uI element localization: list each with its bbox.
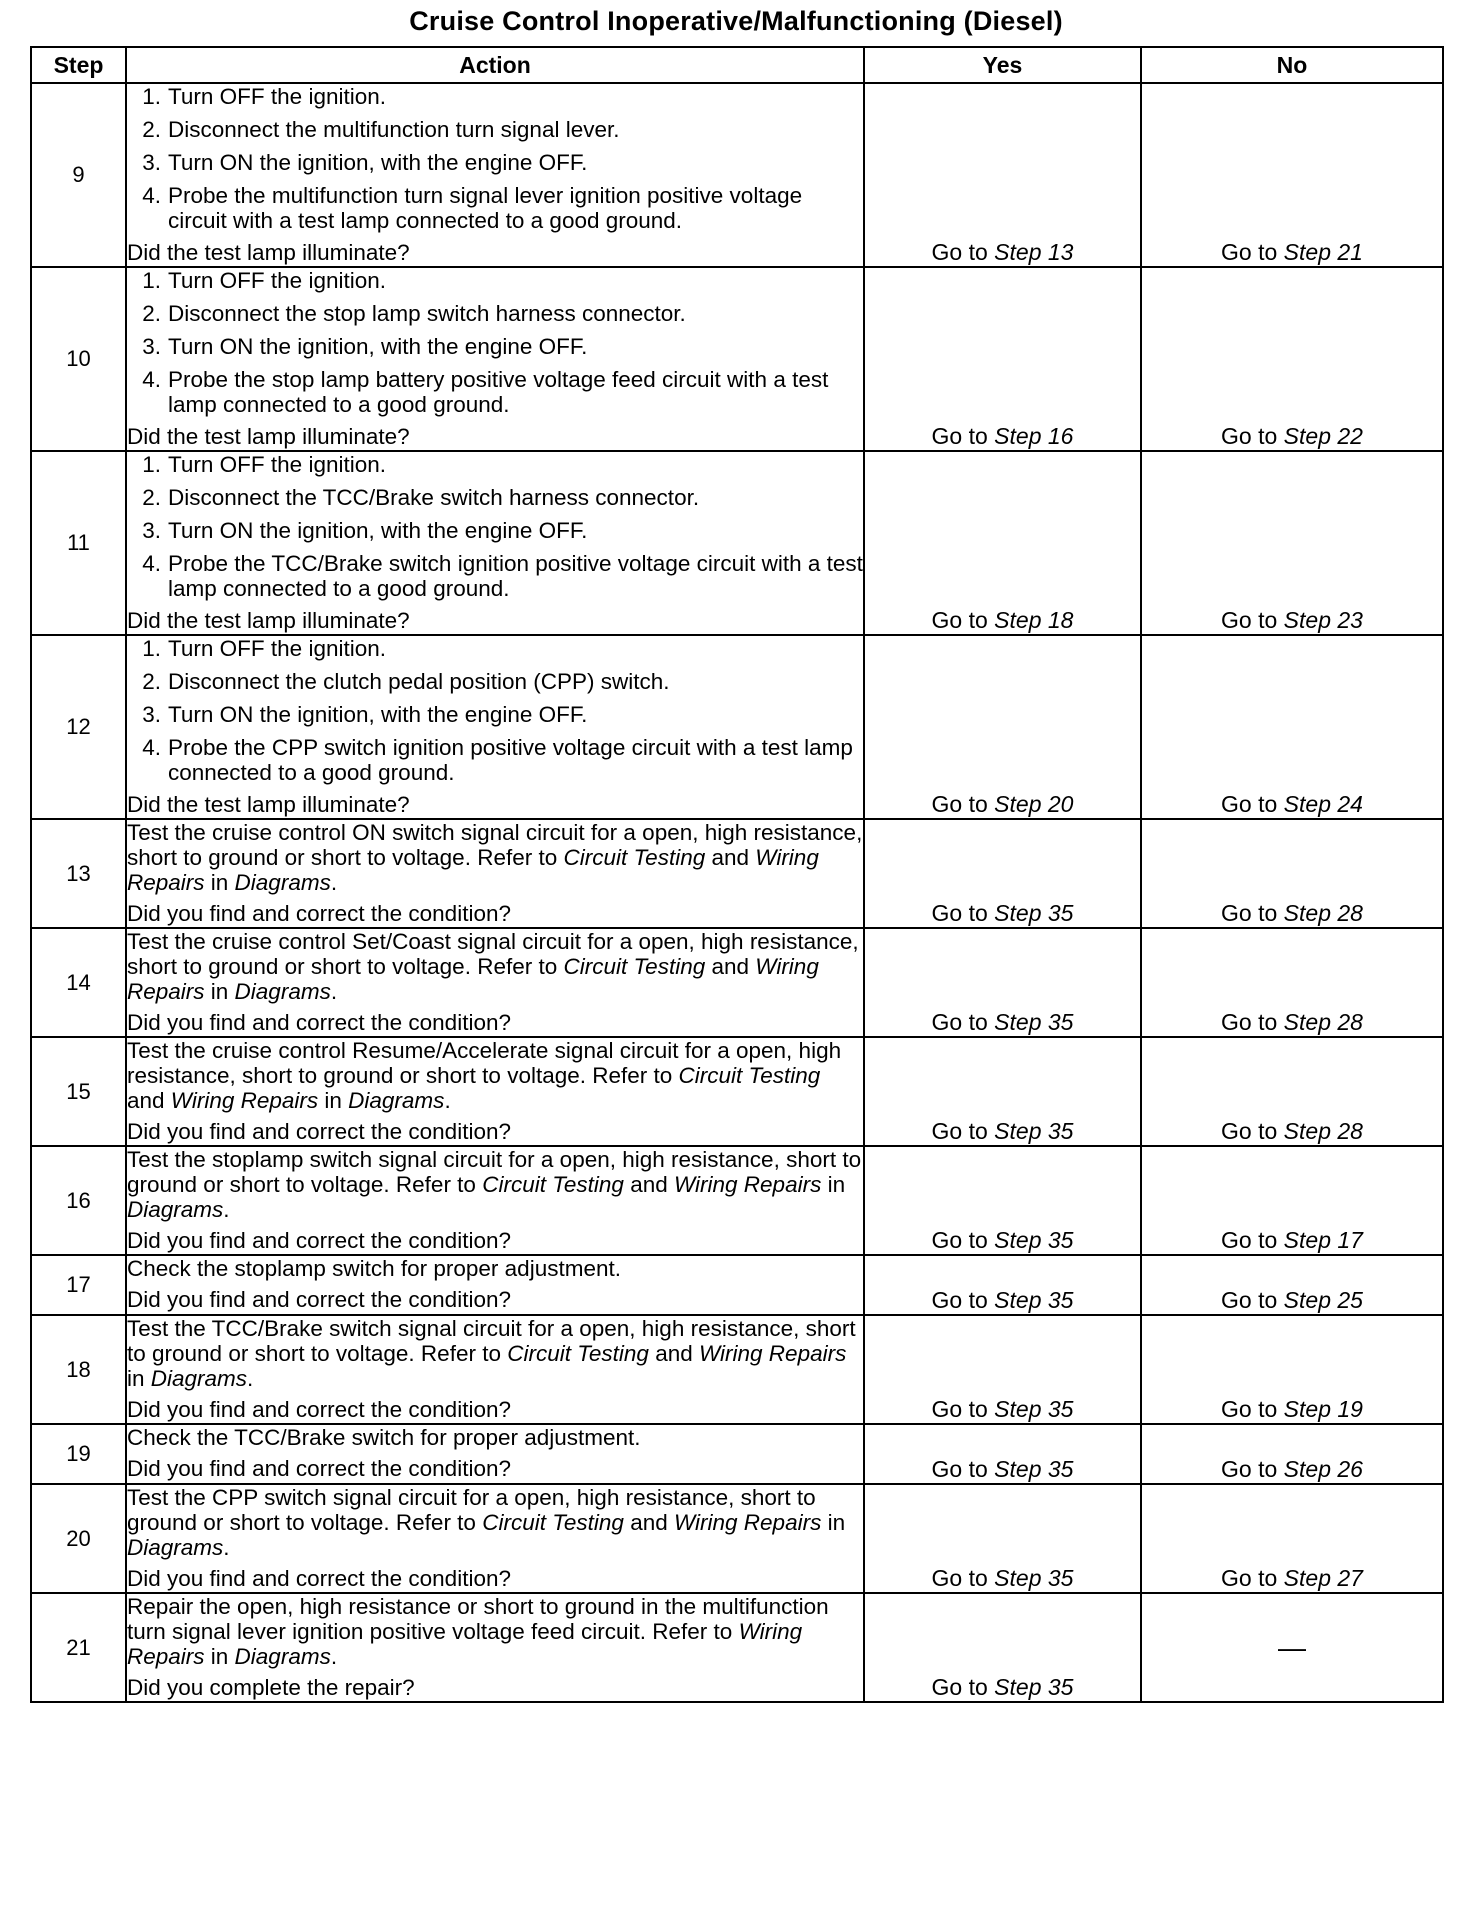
instruction-text: Test the cruise control ON switch signal circuit for a open, high resistance, short to ground or short to voltage. Refer to [127,820,863,870]
goto-prefix: Go to [1221,607,1284,633]
action-instruction [127,1316,863,1391]
instruction-text: in [821,1510,846,1535]
action-question: Did you find and correct the condition? [127,1287,511,1312]
list-item-text: Turn OFF the ignition. [168,268,387,293]
header-row [31,47,1443,83]
list-item-number: 1. [142,636,161,661]
no-goto-step [1284,900,1363,926]
action-cell [126,928,864,1037]
instruction-text: . [247,1366,254,1391]
no-cell [1141,1255,1443,1315]
step-word: Step [1283,1565,1331,1591]
goto-prefix: Go to [1221,239,1284,265]
no-cell [1141,1037,1443,1146]
action-question: Did the test lamp illuminate? [127,424,410,449]
yes-step-number: 35 [1047,1009,1074,1035]
action-cell [126,819,864,928]
no-step-number: 25 [1337,1287,1363,1313]
step-number: 12 [31,635,126,819]
list-item-number: 4. [142,551,161,576]
action-question: Did you find and correct the condition? [127,901,511,926]
no-step-number: 28 [1337,1118,1363,1144]
yes-goto-step [994,239,1073,265]
no-cell [1141,267,1443,451]
reference-link-text: Circuit Testing [482,1510,624,1535]
yes-goto-step [994,607,1073,633]
yes-cell [864,1315,1141,1424]
reference-link-text: Diagrams [348,1088,445,1113]
goto-prefix: Go to [1221,1009,1284,1035]
step-number: 11 [31,451,126,635]
goto-prefix: Go to [1221,423,1284,449]
yes-cell [864,83,1141,267]
list-item-text: Turn OFF the ignition. [168,452,387,477]
action-instruction [127,1147,863,1222]
table-body [31,83,1443,1702]
header-step: Step [31,47,126,83]
list-item-number: 2. [142,301,161,326]
step-number: 20 [31,1484,126,1593]
step-number: 17 [31,1255,126,1315]
yes-cell [864,1255,1141,1315]
instruction-text: and [623,1172,674,1197]
instruction-text: and [623,1510,674,1535]
table-row [31,635,1443,819]
step-word: Step [994,607,1042,633]
reference-link-text: Wiring Repairs [127,845,819,895]
list-item-number: 4. [142,367,161,392]
header-no: No [1141,47,1443,83]
instruction-text: in [821,1172,846,1197]
action-question: Did you find and correct the condition? [127,1010,511,1035]
reference-link-text: Wiring Repairs [699,1341,847,1366]
yes-step-number: 35 [1047,1396,1074,1422]
reference-link-text: Wiring Repairs [127,954,819,1004]
step-number: 9 [31,83,126,267]
yes-step-number: 16 [1047,423,1074,449]
yes-step-number: 35 [1047,900,1074,926]
no-goto-step [1284,607,1363,633]
instruction-text: Repair the open, high resistance or short to ground in the multifunction turn signal lever ignition positive voltage feed circuit. Refer to [127,1594,829,1644]
list-item-number: 4. [142,735,161,760]
step-word: Step [1283,1287,1331,1313]
reference-link-text: Circuit Testing [482,1172,624,1197]
no-cell [1141,1593,1443,1702]
action-cell [126,1484,864,1593]
list-item [127,551,863,601]
list-item [127,334,863,360]
no-step-number: 23 [1337,607,1363,633]
list-item-number: 2. [142,117,161,142]
action-question: Did the test lamp illuminate? [127,792,410,817]
yes-step-number: 35 [1047,1227,1074,1253]
no-action-dash: — [1278,1631,1306,1663]
step-number: 21 [31,1593,126,1702]
action-steps-list [127,636,863,785]
goto-prefix: Go to [931,423,995,449]
instruction-text: in [204,870,235,895]
yes-step-number: 13 [1047,239,1074,265]
action-cell [126,635,864,819]
yes-cell [864,635,1141,819]
goto-prefix: Go to [931,1009,995,1035]
list-item-number: 3. [142,702,161,727]
instruction-text: . [444,1088,451,1113]
action-cell [126,1593,864,1702]
step-word: Step [994,239,1042,265]
no-goto-step [1284,239,1363,265]
no-cell [1141,451,1443,635]
list-item-text: Turn ON the ignition, with the engine OFF. [168,334,588,359]
reference-link-text: Diagrams [234,1644,331,1669]
action-question: Did you find and correct the condition? [127,1228,511,1253]
table-row [31,1484,1443,1593]
goto-prefix: Go to [1221,1227,1284,1253]
goto-prefix: Go to [1221,791,1284,817]
list-item [127,485,863,511]
list-item [127,367,863,417]
step-number: 13 [31,819,126,928]
action-steps-list [127,452,863,601]
action-steps-list [127,84,863,233]
reference-link-text: Diagrams [234,979,331,1004]
no-goto-step [1284,791,1363,817]
list-item-text: Turn ON the ignition, with the engine OFF. [168,150,588,175]
no-step-number: 24 [1337,791,1363,817]
no-step-number: 28 [1337,1009,1363,1035]
action-cell [126,267,864,451]
instruction-text: in [204,979,235,1004]
goto-prefix: Go to [931,900,995,926]
reference-link-text: Diagrams [127,1197,224,1222]
step-number: 10 [31,267,126,451]
action-question: Did you find and correct the condition? [127,1397,511,1422]
yes-cell [864,267,1141,451]
no-goto-step [1284,1227,1363,1253]
action-instruction [127,1256,863,1281]
goto-prefix: Go to [931,1396,995,1422]
yes-goto-step [994,1396,1073,1422]
page-title: Cruise Control Inoperative/Malfunctioning (Diesel) [409,6,1063,36]
instruction-text: in [204,1644,235,1669]
instruction-text: . [223,1197,230,1222]
yes-goto-step [994,423,1073,449]
goto-prefix: Go to [1221,1456,1284,1482]
no-step-number: 17 [1337,1227,1363,1253]
reference-link-text: Circuit Testing [563,954,706,979]
action-cell [126,451,864,635]
action-question: Did you find and correct the condition? [127,1566,511,1591]
table-row [31,1255,1443,1315]
table-row [31,1315,1443,1424]
action-instruction [127,1425,863,1450]
instruction-text: Test the cruise control Set/Coast signal circuit for a open, high resistance, short to ground or short to voltage. Refer to [127,929,859,979]
reference-link-text: Circuit Testing [678,1063,821,1088]
no-cell [1141,1484,1443,1593]
reference-link-text: Circuit Testing [563,845,706,870]
step-word: Step [994,1009,1042,1035]
yes-goto-step [994,1456,1073,1482]
goto-prefix: Go to [931,1118,995,1144]
header-yes: Yes [864,47,1141,83]
reference-link-text: Wiring Repairs [673,1172,822,1197]
goto-prefix: Go to [931,1227,995,1253]
yes-goto-step [994,1227,1073,1253]
step-word: Step [1283,1227,1331,1253]
reference-link-text: Wiring Repairs [673,1510,822,1535]
action-cell [126,1255,864,1315]
step-word: Step [1283,1396,1331,1422]
step-word: Step [994,1227,1042,1253]
instruction-text: . [330,979,338,1004]
step-word: Step [994,900,1042,926]
step-word: Step [994,1287,1042,1313]
table-row [31,1037,1443,1146]
no-cell [1141,1315,1443,1424]
instruction-text: Check the TCC/Brake switch for proper adjustment. [127,1425,641,1450]
header-action: Action [126,47,864,83]
list-item-text: Turn OFF the ignition. [168,636,387,661]
list-item-text: Disconnect the stop lamp switch harness connector. [168,301,686,326]
action-cell [126,1424,864,1484]
step-number: 18 [31,1315,126,1424]
yes-goto-step [994,1118,1073,1144]
step-word: Step [1283,1009,1331,1035]
instruction-text: and [705,954,756,979]
no-cell [1141,83,1443,267]
list-item [127,84,863,110]
list-item [127,636,863,662]
list-item [127,735,863,785]
reference-link-text: Wiring Repairs [127,1619,803,1669]
no-goto-step [1284,1565,1363,1591]
no-cell [1141,928,1443,1037]
yes-step-number: 35 [1047,1287,1074,1313]
step-word: Step [1283,423,1331,449]
action-cell [126,1146,864,1255]
list-item [127,452,863,478]
list-item [127,268,863,294]
goto-prefix: Go to [1221,1287,1284,1313]
yes-step-number: 35 [1047,1565,1074,1591]
instruction-text: and [705,845,756,870]
list-item-number: 1. [142,452,161,477]
goto-prefix: Go to [931,607,995,633]
goto-prefix: Go to [931,1674,995,1700]
action-question: Did the test lamp illuminate? [127,608,410,633]
yes-goto-step [994,900,1073,926]
list-item-text: Turn ON the ignition, with the engine OFF. [168,518,588,543]
list-item-number: 3. [142,518,161,543]
no-step-number: 19 [1337,1396,1363,1422]
no-goto-step [1284,1009,1363,1035]
list-item [127,150,863,176]
step-number: 19 [31,1424,126,1484]
no-step-number: 26 [1337,1456,1363,1482]
yes-step-number: 35 [1047,1118,1074,1144]
yes-goto-step [994,1565,1073,1591]
instruction-text: in [318,1088,349,1113]
action-instruction [127,929,863,1004]
yes-goto-step [994,1674,1073,1700]
table-row [31,451,1443,635]
table-row [31,1146,1443,1255]
instruction-text: Check the stoplamp switch for proper adjustment. [127,1256,621,1281]
instruction-text: Test the TCC/Brake switch signal circuit for a open, high resistance, short to ground or short to voltage. Refer to [127,1316,856,1366]
reference-link-text: Diagrams [150,1366,248,1391]
step-word: Step [994,1456,1042,1482]
goto-prefix: Go to [1221,1118,1284,1144]
table-row [31,928,1443,1037]
instruction-text: Test the CPP switch signal circuit for a open, high resistance, short to ground or short to voltage. Refer to [127,1485,816,1535]
action-instruction [127,1038,863,1113]
list-item-text: Disconnect the clutch pedal position (CPP) switch. [168,669,670,694]
goto-prefix: Go to [931,239,995,265]
yes-cell [864,1424,1141,1484]
step-number: 16 [31,1146,126,1255]
no-cell [1141,635,1443,819]
yes-cell [864,451,1141,635]
step-word: Step [994,1565,1042,1591]
goto-prefix: Go to [1221,1396,1284,1422]
no-goto-step [1284,1396,1363,1422]
list-item [127,518,863,544]
action-cell [126,83,864,267]
list-item-text: Turn OFF the ignition. [168,84,387,109]
goto-prefix: Go to [931,1565,995,1591]
list-item [127,669,863,695]
action-question: Did you find and correct the condition? [127,1119,511,1144]
no-goto-step [1284,1456,1363,1482]
no-goto-step [1284,423,1363,449]
yes-goto-step [994,1009,1073,1035]
instruction-text: and [127,1088,171,1113]
no-step-number: 27 [1337,1565,1363,1591]
list-item-number: 3. [142,334,161,359]
goto-prefix: Go to [1221,900,1284,926]
action-instruction [127,1485,863,1560]
step-word: Step [1283,1456,1331,1482]
yes-step-number: 20 [1047,791,1074,817]
action-instruction [127,1594,863,1669]
no-goto-step [1284,1118,1363,1144]
instruction-text: . [330,1644,338,1669]
action-question: Did you find and correct the condition? [127,1456,511,1481]
step-word: Step [994,423,1042,449]
no-step-number: 28 [1337,900,1363,926]
instruction-text: . [330,870,338,895]
instruction-text: in [127,1366,151,1391]
yes-cell [864,1593,1141,1702]
action-instruction [127,820,863,895]
step-word: Step [994,1396,1042,1422]
no-step-number: 21 [1337,239,1363,265]
table-row [31,83,1443,267]
list-item-text: Probe the CPP switch ignition positive voltage circuit with a test lamp connected to a good ground. [168,735,853,785]
table-row [31,819,1443,928]
goto-prefix: Go to [931,791,995,817]
list-item-text: Probe the stop lamp battery positive voltage feed circuit with a test lamp connected to a good ground. [168,367,829,417]
instruction-text: Test the cruise control Resume/Accelerate signal circuit for a open, high resistance, short to ground or short to voltage. Refer to [127,1038,842,1088]
action-question: Did the test lamp illuminate? [127,240,410,265]
yes-cell [864,1484,1141,1593]
yes-step-number: 35 [1047,1456,1074,1482]
list-item-text: Probe the TCC/Brake switch ignition positive voltage circuit with a test lamp connected to a good ground. [168,551,863,601]
action-steps-list [127,268,863,417]
list-item-text: Turn ON the ignition, with the engine OFF. [168,702,588,727]
list-item-number: 2. [142,669,161,694]
action-cell [126,1037,864,1146]
goto-prefix: Go to [931,1287,995,1313]
table-row [31,267,1443,451]
list-item-number: 1. [142,268,161,293]
step-number: 15 [31,1037,126,1146]
step-word: Step [1283,239,1331,265]
list-item-text: Disconnect the multifunction turn signal lever. [168,117,620,142]
diagnostic-table [30,46,1444,1703]
no-cell [1141,1424,1443,1484]
no-step-number: 22 [1337,423,1363,449]
list-item [127,702,863,728]
list-item-number: 2. [142,485,161,510]
yes-goto-step [994,1287,1073,1313]
list-item-text: Disconnect the TCC/Brake switch harness connector. [168,485,700,510]
yes-cell [864,928,1141,1037]
no-cell [1141,1146,1443,1255]
list-item-number: 1. [142,84,161,109]
list-item [127,183,863,233]
step-word: Step [1283,900,1331,926]
yes-cell [864,1037,1141,1146]
yes-goto-step [994,791,1073,817]
list-item [127,117,863,143]
step-word: Step [1283,1118,1331,1144]
step-number: 14 [31,928,126,1037]
instruction-text: Test the stoplamp switch signal circuit for a open, high resistance, short to ground or short to voltage. Refer to [127,1147,862,1197]
step-word: Step [994,1674,1042,1700]
table-row [31,1424,1443,1484]
action-cell [126,1315,864,1424]
step-word: Step [1283,607,1331,633]
table-row [31,1593,1443,1702]
list-item [127,301,863,327]
step-word: Step [994,1118,1042,1144]
reference-link-text: Diagrams [127,1535,224,1560]
instruction-text: . [223,1535,230,1560]
yes-cell [864,1146,1141,1255]
yes-cell [864,819,1141,928]
goto-prefix: Go to [931,1456,995,1482]
step-word: Step [994,791,1042,817]
action-question: Did you complete the repair? [127,1675,415,1700]
reference-link-text: Diagrams [234,870,331,895]
list-item-number: 4. [142,183,161,208]
goto-prefix: Go to [1221,1565,1284,1591]
instruction-text: and [648,1341,699,1366]
yes-step-number: 35 [1047,1674,1074,1700]
no-cell [1141,819,1443,928]
yes-step-number: 18 [1047,607,1074,633]
step-word: Step [1283,791,1331,817]
no-goto-step [1284,1287,1363,1313]
list-item-number: 3. [142,150,161,175]
list-item-text: Probe the multifunction turn signal lever ignition positive voltage circuit with a test lamp connected to a good ground. [168,183,803,233]
reference-link-text: Circuit Testing [507,1341,649,1366]
reference-link-text: Wiring Repairs [170,1088,319,1113]
